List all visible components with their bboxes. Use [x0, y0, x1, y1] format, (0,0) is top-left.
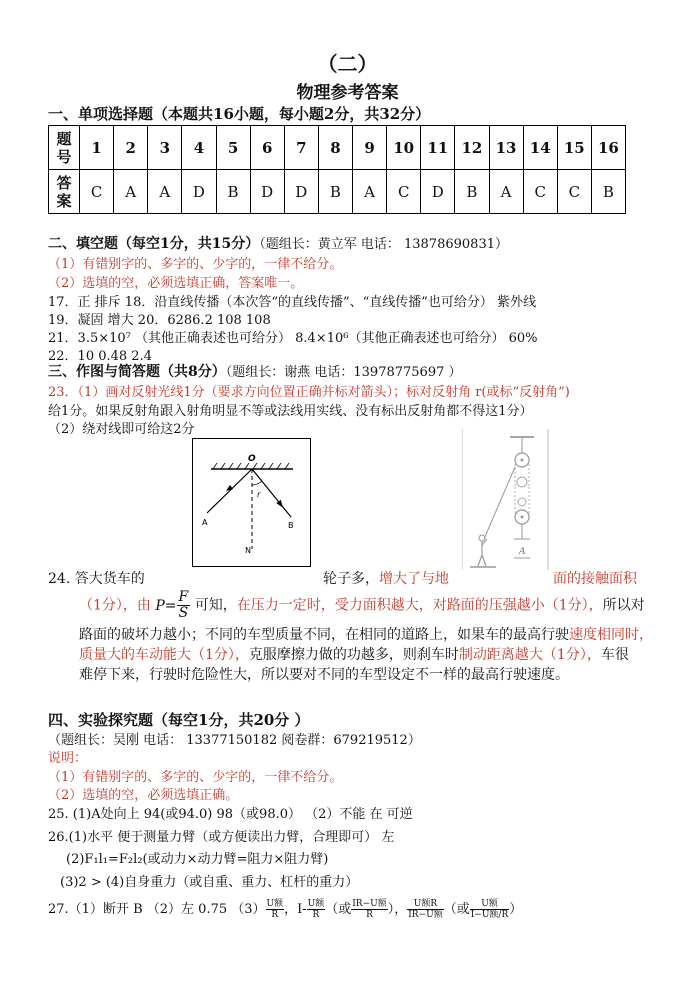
question-number-cell: 10 — [387, 126, 421, 170]
formula-fraction — [177, 590, 191, 621]
frac-resistance — [407, 899, 443, 920]
answer-line-26b: (2)F₁l₁=F₂l₂(或动力×动力臂=阻力×阻力臂) — [66, 852, 329, 867]
row-label-question-char: 号 — [56, 147, 72, 166]
pulley-ring-2 — [518, 498, 526, 506]
q24-line-5: 难停下来，行驶时危险性大，所以要对不同的车型设定不一样的最高行驶速度。 — [79, 667, 569, 683]
q24-text-a2: 轮子多， — [323, 571, 379, 587]
answer-line-17: 17．正 排斥 18．沿直线传播（本次答“的直线传播”、“直线传播”也可给分） 紫外线 — [48, 295, 537, 310]
frac-u-over-r — [266, 899, 285, 920]
answer-cell: C — [523, 170, 557, 214]
answer-cell: A — [114, 170, 148, 214]
person-leg-2 — [482, 555, 486, 566]
q24-text-d4: 车很 — [600, 647, 629, 663]
section2-leader: （题组长：黄立军 电话： 13878690831） — [259, 237, 508, 252]
page-title: 物理参考答案 — [296, 83, 399, 103]
question-number-cell: 9 — [353, 126, 387, 170]
section3-heading-line — [48, 361, 462, 381]
q24-line-1b — [323, 568, 449, 588]
pulley-diagram — [462, 427, 550, 572]
row-label-answer — [49, 170, 80, 214]
row-label-question-char: 题 — [56, 129, 72, 148]
pulley-svg — [462, 427, 550, 572]
section2-note-1: （1）有错别字的、多字的、少字的，一律不给分。 — [48, 257, 343, 272]
q23-text-1: 23．（1）画对反射光线1分（要求方向位置正确并标对箭头）；标对反射角 r(或标“反射角”) — [48, 385, 570, 400]
q23-line-1 — [48, 381, 570, 400]
q24-line-1 — [48, 568, 145, 588]
section4-heading: 四、实验探究题（每空1分，共20分 ） — [48, 711, 310, 729]
label-r: r — [257, 490, 261, 499]
q23-line-3: （2）绕对线即可给这2分 — [48, 422, 195, 437]
answer-row — [49, 170, 626, 214]
question-number-cell: 6 — [250, 126, 284, 170]
answer-cell: A — [489, 170, 523, 214]
angle-arc — [252, 481, 262, 485]
part-number: （二） — [317, 52, 378, 76]
answer-cell: D — [250, 170, 284, 214]
frac4-num: U额R — [407, 899, 443, 910]
answer-cell: D — [182, 170, 216, 214]
answer-cell: A — [148, 170, 182, 214]
section1-heading: 一、单项选择题（本题共16小题，每小题2分，共32分） — [48, 105, 431, 123]
frac2-den: R — [312, 910, 320, 920]
answer-cell: D — [284, 170, 318, 214]
answer-cell: B — [591, 170, 625, 214]
frac5-num: U额 — [470, 899, 510, 910]
question-number-cell: 3 — [148, 126, 182, 170]
answer-line-19: 19．凝固 增大 20．6286.2 108 108 — [48, 313, 271, 328]
q27-i-minus: ，I- — [284, 902, 307, 917]
question-number-cell: 15 — [557, 126, 591, 170]
question-number-cell: 16 — [591, 126, 625, 170]
q27-comma: ， — [394, 902, 408, 917]
question-number-row — [49, 126, 626, 170]
q27-or-close: ） — [387, 902, 395, 917]
q24-text-b4: 所以对 — [602, 597, 645, 614]
pull-rope — [484, 467, 515, 539]
answer-cell: C — [80, 170, 114, 214]
person-leg-1 — [478, 555, 482, 566]
answer-cell: B — [455, 170, 489, 214]
row-label-answer-text — [49, 174, 79, 210]
q27-or2-open: （或 — [443, 902, 470, 917]
q27-or2-close: ） — [509, 902, 523, 917]
frac-resistance-alt — [470, 899, 510, 920]
q24-text-d1: 质量大的车动能大（1分）， — [79, 647, 249, 663]
question-number-cell: 8 — [318, 126, 352, 170]
answer-cell: C — [387, 170, 421, 214]
pressure-formula — [155, 589, 194, 621]
section2-heading: 二、填空题（每空1分，共15分） — [48, 236, 260, 252]
answer-line-26c: (3)2 > (4)自身重力（或自重、重力、杠杆的重力） — [60, 875, 359, 890]
incident-arrow — [226, 485, 233, 491]
q23-line-2: 给1分。如果反射角跟入射角明显不等或法线用实线、没有标出反射角都不得这1分） — [48, 404, 533, 419]
answer-cell: B — [216, 170, 250, 214]
q24-text-b1: （1分），由 — [79, 597, 151, 614]
frac5-den-ur: U额/R — [481, 910, 509, 920]
formula-s: S — [178, 605, 189, 621]
label-b: B — [288, 521, 294, 530]
question-number-cell: 2 — [114, 126, 148, 170]
formula-eq: = — [164, 597, 177, 614]
frac-ir-u-over-r — [351, 899, 387, 920]
question-number-cell: 4 — [182, 126, 216, 170]
q24-line-4 — [79, 644, 629, 664]
label-load-a: A — [519, 547, 526, 557]
formula-p: P — [155, 597, 165, 614]
formula-f: F — [178, 589, 189, 605]
q24-text-b3: 在压力一定时，受力面积越大，对路面的压强越小（1分）， — [236, 597, 603, 614]
q27-or-open: （或 — [325, 902, 352, 917]
section2-heading-line — [48, 233, 508, 253]
q27-text-a: 27.（1）断开 B （2）左 0.75 （3） — [48, 902, 266, 917]
frac5-den-i: I− — [470, 910, 482, 920]
section4-leader: （题组长：吴刚 电话： 13377150182 阅卷群：679219512） — [48, 733, 421, 748]
section3-leader: （题组长：谢燕 电话：13978775697 ） — [225, 365, 462, 380]
q24-text-c1: 路面的破坏力越小；不同的车型质量不同，在相同的道路上，如果车的最高行驶 — [79, 627, 569, 643]
answer-cell: D — [421, 170, 455, 214]
question-number-cell: 12 — [455, 126, 489, 170]
reflection-diagram — [192, 438, 311, 567]
answer-line-27 — [48, 898, 522, 920]
q24-line-3 — [79, 624, 653, 644]
section4-note-label: 说明： — [48, 751, 88, 766]
frac2-num: U额 — [307, 899, 325, 909]
pulley-ring-1 — [517, 477, 527, 487]
movable-pulley-axle — [521, 516, 524, 519]
question-number-cell: 5 — [216, 126, 250, 170]
frac4-den: IR−U额 — [408, 910, 443, 920]
q24-text-d2: 克服摩擦力做的功越多，则刹车时 — [248, 647, 459, 663]
label-o: O — [248, 454, 256, 464]
row-label-question — [49, 126, 80, 170]
answer-cell: B — [318, 170, 352, 214]
incident-ray — [207, 469, 252, 513]
answer-table — [48, 125, 626, 214]
question-number-cell: 7 — [284, 126, 318, 170]
label-a: A — [202, 518, 208, 527]
q24-text-a1: 24. 答大货车的 — [48, 571, 145, 587]
q24-text-a4: 面的接触面积 — [553, 571, 637, 587]
row-label-answer-char: 答 — [56, 173, 72, 192]
frac3-den: R — [366, 910, 373, 920]
frac-u-over-r-2 — [307, 899, 326, 920]
frac5-den — [470, 910, 510, 920]
q24-line-2 — [79, 590, 645, 621]
row-label-question-text — [49, 130, 79, 166]
question-number-cell: 1 — [80, 126, 114, 170]
section3-heading: 三、作图与简答题（共8分） — [48, 364, 226, 380]
reflection-svg — [193, 439, 310, 566]
frac1-den: R — [271, 910, 279, 920]
answer-line-22: 22．10 0.48 2.4 — [48, 349, 152, 364]
row-label-answer-char: 案 — [56, 191, 72, 210]
question-number-cell: 13 — [489, 126, 523, 170]
question-number-cell: 14 — [523, 126, 557, 170]
section4-note-1: （1）有错别字的、多字的、少字的，一律不给分。 — [48, 770, 343, 785]
answer-line-21: 21．3.5×10⁷ （其他正确表述也可给分） 8.4×10⁶（其他正确表述也可给分） 60% — [48, 331, 538, 346]
q24-text-b2: 可知， — [194, 597, 237, 614]
label-n: N — [245, 546, 251, 555]
question-number-cell: 11 — [421, 126, 455, 170]
q24-text-d3: 制动距离越大（1分）， — [458, 647, 601, 663]
answer-cell: A — [353, 170, 387, 214]
fixed-pulley-axle — [521, 459, 524, 462]
answer-cell: C — [557, 170, 591, 214]
frac3-num: IR−U额 — [352, 899, 387, 909]
q24-text-a3: 增大了与地 — [379, 571, 449, 587]
answer-line-25: 25. (1)A处向上 94(或94.0) 98（或98.0） （2）不能 在 可逆 — [48, 807, 413, 822]
section2-note-2: （2）选填的空，必须选填正确，答案唯一。 — [48, 276, 304, 291]
section4-note-2: （2）选填的空，必须选填正确。 — [48, 788, 239, 803]
answer-line-26a: 26.(1)水平 便于测量力臂（或方便读出力臂，合理即可） 左 — [48, 830, 395, 845]
frac1-num: U额 — [266, 899, 284, 909]
q24-text-c2: 速度相同时， — [569, 627, 653, 643]
